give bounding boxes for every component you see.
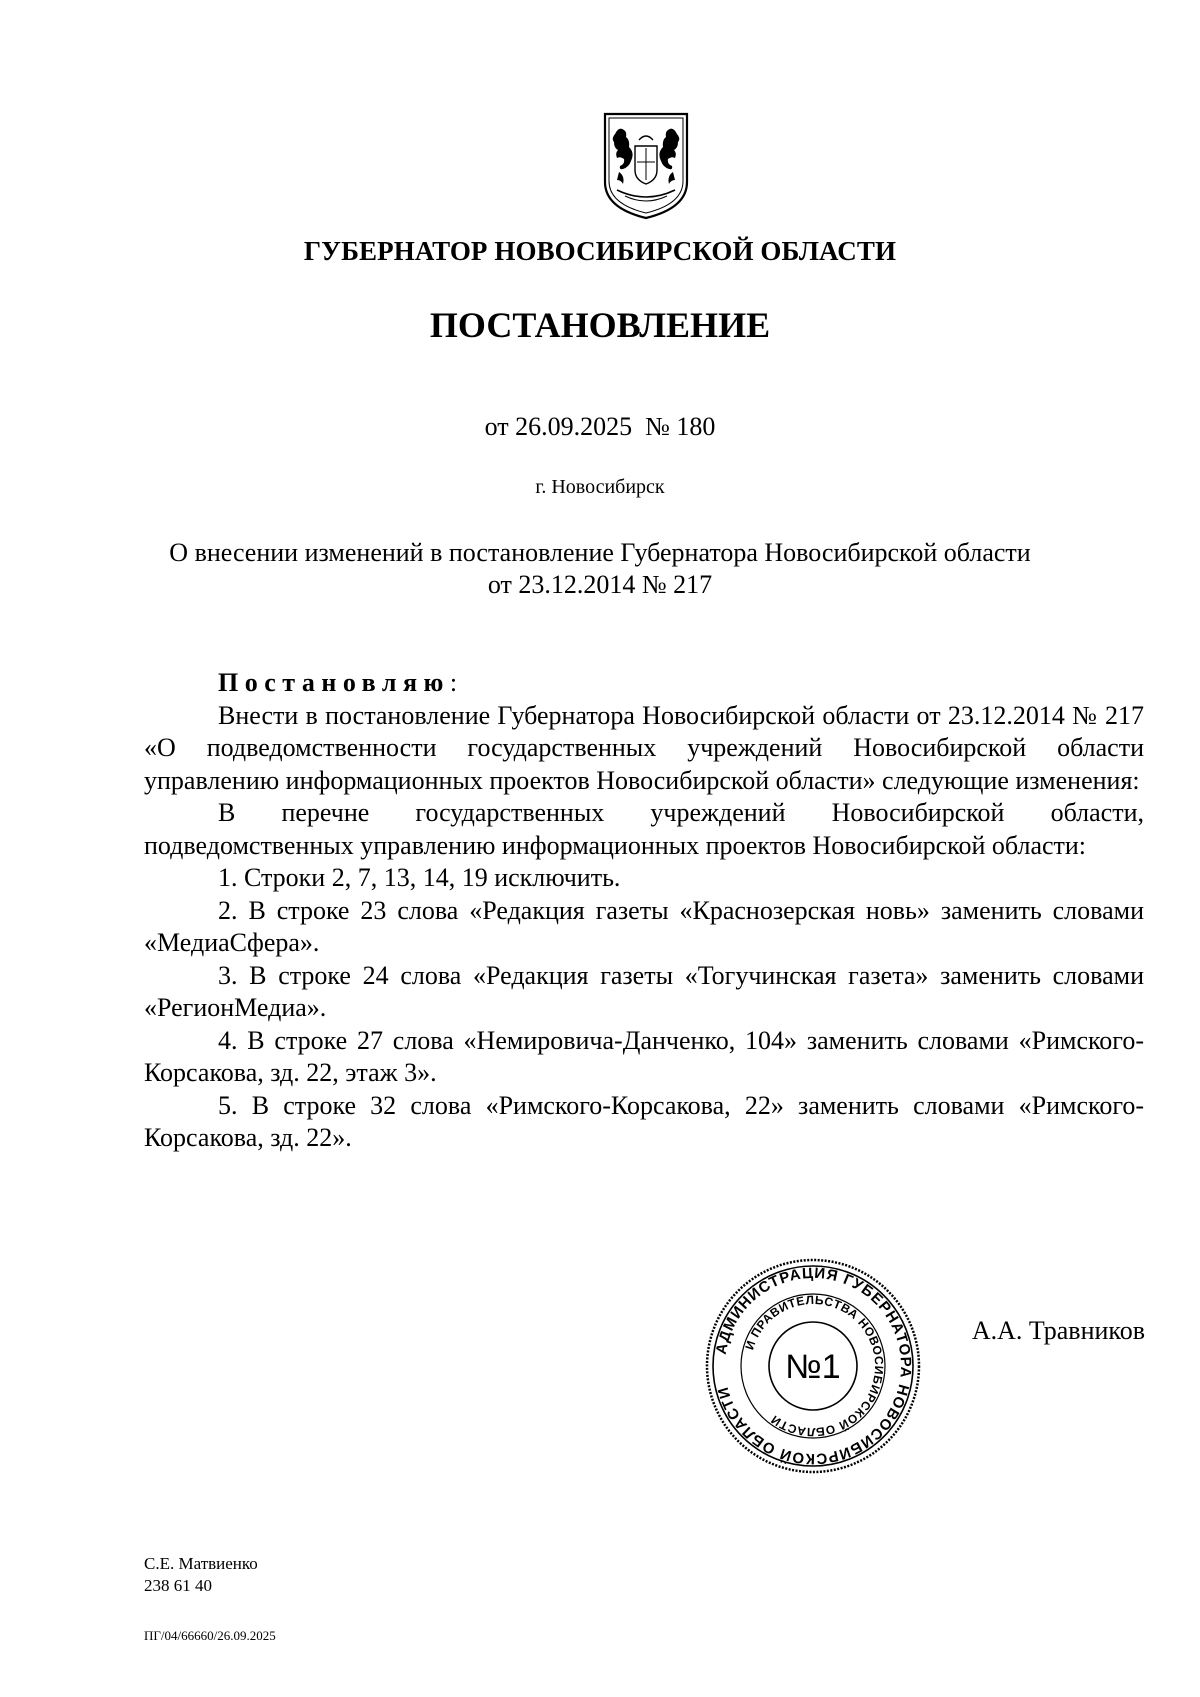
executor-phone: 238 61 40 xyxy=(144,1576,212,1595)
registration-number: ПГ/04/66660/26.09.2025 xyxy=(144,1628,276,1643)
change-item-5: 5. В строке 32 слова «Римского-Корсакова, 22» заменить словами «Римского-Корсакова, зд. 22». xyxy=(144,1090,1144,1152)
change-item-3: 3. В строке 24 слова «Редакция газеты «Тогучинская газета» заменить словами «РегионМедиа». xyxy=(144,960,1144,1022)
change-item-2: 2. В строке 23 слова «Редакция газеты «Краснозерская новь» заменить словами «МедиаСфера». xyxy=(144,895,1144,957)
subject-line-1: О внесении изменений в постановление Губернатора Новосибирской области xyxy=(169,538,1031,567)
list-intro-paragraph: В перечне государственных учреждений Новосибирской области, подведомственных управлению информационных проектов Новосибирской области: xyxy=(144,798,1144,860)
document-type-title: ПОСТАНОВЛЕНИЕ xyxy=(429,305,771,345)
intro-paragraph: Внести в постановление Губернатора Новосибирской области от 23.12.2014 № 217 «О подведомственности государственных учреждений Новосибирской области управлению информационных проектов Новосибирской области» следующие изменения: xyxy=(144,700,1144,795)
change-item-4: 4. В строке 27 слова «Немировича-Данченко, 104» заменить словами «Римского-Корсакова, зд. 22, этаж 3». xyxy=(144,1025,1144,1087)
issuing-authority: ГУБЕРНАТОР НОВОСИБИРСКОЙ ОБЛАСТИ xyxy=(303,236,897,266)
decree-word: Постановляю xyxy=(218,668,450,697)
executor-name: С.Е. Матвиенко xyxy=(144,1554,258,1573)
executor-block xyxy=(144,1553,258,1597)
decree-colon: : xyxy=(449,668,458,697)
subject-line-2: от 23.12.2014 № 217 xyxy=(487,570,713,599)
signer-name: А.А. Травников xyxy=(971,1316,1145,1345)
coat-of-arms-emblem xyxy=(601,112,691,220)
document-body xyxy=(144,667,1144,1155)
document-date-number: от 26.09.2025 № 180 xyxy=(484,412,716,441)
stamp-outer-text: АДМИНИСТРАЦИЯ ГУБЕРНАТОРА НОВОСИБИРСКОЙ ОБЛАСТИ xyxy=(712,1264,915,1468)
document-city: г. Новосибирск xyxy=(535,476,665,498)
stamp-inner-text: И ПРАВИТЕЛЬСТВА НОВОСИБИРСКОЙ ОБЛАСТИ xyxy=(742,1292,887,1440)
change-item-1: 1. Строки 2, 7, 13, 14, 19 исключить. xyxy=(218,863,621,892)
document-subject xyxy=(150,537,1050,601)
stamp-center-number: №1 xyxy=(785,1348,841,1386)
decree-heading xyxy=(144,667,1144,700)
official-seal-stamp xyxy=(704,1257,922,1475)
